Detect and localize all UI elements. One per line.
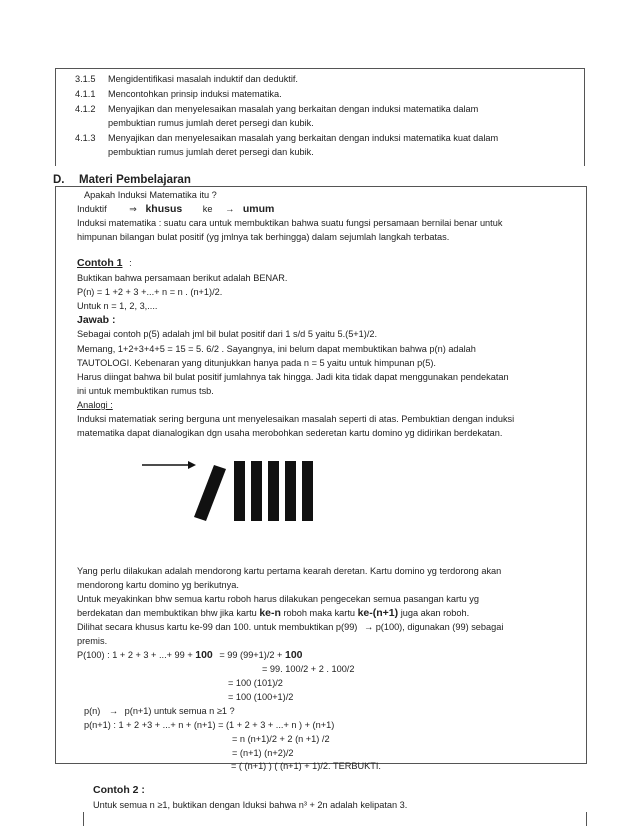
example2-heading: Contoh 2 :: [93, 784, 145, 796]
domino-card: [234, 461, 245, 521]
page: [53, 68, 585, 810]
example1-line: Untuk n = 1, 2, 3,....: [77, 301, 158, 311]
answer-heading: Jawab :: [77, 314, 116, 326]
answer-line: Harus diingat bahwa bil bulat positif jumlahnya tak hingga. Jadi kita tidak dapat menggunakan pendekatan: [77, 372, 509, 382]
pn1-line: p(n+1) : 1 + 2 +3 + ...+ n + (n+1) = (1 + 2 + 3 + ...+ n ) + (n+1): [84, 720, 335, 730]
domino-card: [302, 461, 313, 521]
example1-line: P(n) = 1 +2 + 3 +...+ n = n . (n+1)/2.: [77, 287, 223, 297]
inductive-line: Induktif ⇒ khusus ke → umum: [77, 203, 275, 215]
objectives-box: 3.1.5 Mengidentifikasi masalah induktif dan deduktif. 4.1.1 Mencontohkan prinsip induksi matematika. 4.1.2 Menyajikan dan menyelesaikan masalah yang berkaitan dengan induksi matematika dalam pembuktian rumus jumlah deret persegi dan kubik. 4.1.3 Menyajikan dan menyelesaikan masalah yang berkaitan dengan induksi matematika kuat dalam pembuktian rumus jumlah deret persegi dan kubik.: [55, 68, 585, 166]
calc-line: = 100 (100+1)/2: [228, 692, 294, 702]
example1-heading: Contoh 1 :: [77, 257, 132, 269]
materi-box: [55, 186, 587, 764]
dilihat-line: Dilihat secara khusus kartu ke-99 dan 100. untuk membuktikan p(99) → p(100), digunakan (99) sebagai: [77, 622, 504, 632]
p100-line: P(100) : 1 + 2 + 3 + ...+ 99 + 100 = 99 (99+1)/2 + 100: [77, 649, 303, 661]
domino-card: [268, 461, 279, 521]
pn1-calc: = (n+1) (n+2)/2: [232, 748, 294, 758]
after-line: mendorong kartu domino yg berikutnya.: [77, 580, 239, 590]
push-arrow-icon: [142, 461, 196, 469]
pn1-calc: = n (n+1)/2 + 2 (n +1) /2: [232, 734, 330, 744]
example1-line: Buktikan bahwa persamaan berikut adalah BENAR.: [77, 273, 288, 283]
section-heading: D. Materi Pembelajaran: [53, 174, 191, 186]
after-line: Untuk meyakinkan bhw semua kartu roboh harus dilakukan pengecekan semua pasangan kartu yg: [77, 594, 479, 604]
answer-line: ini untuk membuktikan rumus tsb.: [77, 386, 214, 396]
example2-line: Untuk semua n ≥1, buktikan dengan Iduksi bahwa n³ + 2n adalah kelipatan 3.: [93, 800, 408, 810]
analogy-line: matematika dapat dianalogikan dgn usaha merobohkan sederetan kartu domino yg didirikan berdekatan.: [77, 428, 503, 438]
definition-line: Induksi matematika : suatu cara untuk membuktikan bahwa suatu fungsi persamaan bernilai benar untuk: [77, 218, 503, 228]
premis-line: premis.: [77, 636, 108, 646]
calc-line: = 100 (101)/2: [228, 678, 283, 688]
domino-illustration: [138, 457, 338, 527]
falling-domino: [194, 465, 226, 521]
answer-line: TAUTOLOGI. Kebenaran yang ditunjukkan hanya pada n = 5 yaitu untuk himpunan p(5).: [77, 358, 436, 368]
answer-line: Memang, 1+2+3+4+5 = 15 = 5. 6/2 . Sayangnya, ini belum dapat membuktikan bahwa p(n) adalah: [77, 344, 476, 354]
intro-question: Apakah Induksi Matematika itu ?: [84, 190, 217, 200]
after-line: Yang perlu dilakukan adalah mendorong kartu pertama kearah deretan. Kartu domino yg terdorong akan: [77, 566, 502, 576]
analogy-heading: Analogi :: [77, 400, 113, 410]
calc-line: = 99. 100/2 + 2 . 100/2: [262, 664, 355, 674]
answer-line: Sebagai contoh p(5) adalah jml bil bulat positif dari 1 s/d 5 yaitu 5.(5+1)/2.: [77, 329, 378, 339]
kartu-line: berdekatan dan membuktikan bhw jika kartu ke-n roboh maka kartu ke-(n+1) juga akan roboh.: [77, 607, 470, 619]
definition-line: himpunan bilangan bulat positif (yg jmlnya tak berhingga) dalam sejumlah langkah terbatas.: [77, 232, 450, 242]
example2-box: [83, 812, 587, 826]
analogy-line: Induksi matematiak sering berguna unt menyelesaikan masalah seperti di atas. Pembuktian dengan induksi: [77, 414, 515, 424]
domino-card: [285, 461, 296, 521]
pn1-calc: = ( (n+1) ) ( (n+1) + 1)/2. TERBUKTI.: [231, 761, 381, 771]
domino-card: [251, 461, 262, 521]
pn-line: p(n) → p(n+1) untuk semua n ≥1 ?: [84, 706, 235, 716]
